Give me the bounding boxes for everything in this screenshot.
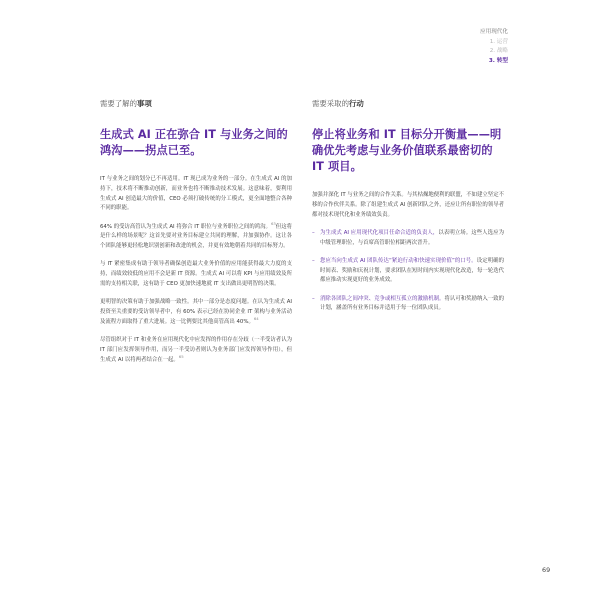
footnote-ref[interactable]: 64 (253, 315, 259, 321)
bullet-text: 以表明立场。这些人选应为中级管理职位，与首席高管职位相距两次晋升。 (320, 229, 504, 246)
bullet-lead: 您应当向生成式 AI 团队传达“紧迫行动和快速实现价值”的口号。 (320, 257, 477, 264)
list-item (312, 295, 504, 315)
footnote-ref[interactable]: 63 (270, 220, 276, 226)
list-item (312, 257, 504, 286)
section-label-prefix: 需要了解的 (100, 99, 137, 108)
bullet-text: 设定明确的时间表、奖励和庆祝计划，要求团队在短时间内实现现代化改造，每一轮迭代都应推动实现更好的业务成效。 (320, 257, 504, 284)
footnote-ref[interactable]: 65 (178, 353, 184, 359)
section-label-what-to-know (100, 98, 292, 109)
paragraph (100, 336, 292, 365)
nav-item-operations[interactable]: 1. 运营 (489, 38, 508, 45)
bullet-dash: – (312, 257, 315, 264)
left-heading: 生成式 AI 正在弥合 IT 与业务之间的鸿沟——拐点已至。 (100, 128, 288, 157)
page-number: 69 (542, 566, 551, 574)
paragraph-text: IT 与业务之间的划分已不再适用。IT 现已成为业务的一部分。在生成式 AI 的加持下，技术将不断推动创新，而业务也将不断推动技术发展。这意味着，要利用生成式 AI 创造最大的价值，CEO 必须打破传统的分工模式，更全面地整合各种不同的职能。 (100, 176, 292, 212)
paragraph-text: 但这将是什么样的场景呢？这首先要对业务目标建立共同的理解，并加强协作。这让各个团队能够更轻松地识别创新和改进的机会，并更有效地朝着共同的目标努力。 (100, 223, 292, 250)
paragraph (100, 220, 292, 252)
section-navigation (480, 28, 508, 66)
nav-item-transformation[interactable]: 3. 转型 (488, 57, 508, 64)
right-column (312, 98, 504, 323)
bullet-dash: – (312, 229, 315, 236)
list-item (312, 229, 504, 249)
nav-item-strategy[interactable]: 2. 战略 (489, 48, 508, 55)
paragraph (100, 175, 292, 214)
section-label-bold: 事项 (136, 99, 152, 108)
paragraph (100, 260, 292, 289)
bullet-lead: 消除各团队之间冲突、竞争或相互孤立的激励机制。 (320, 295, 445, 302)
bullet-text: 将认可和奖励纳入一致的计划，涵盖所有业务目标并适用于每一位团队成员。 (320, 295, 504, 312)
paragraph-text: 64% 的受访高管认为生成式 AI 将弥合 IT 职位与业务职位之间的鸿沟。 (100, 223, 271, 230)
bullet-lead: 为生成式 AI 应用现代化项目任命合适的负责人， (320, 229, 439, 236)
right-heading: 停止将业务和 IT 目标分开衡量——明确优先考虑与业务价值联系最密切的 IT 项目。 (312, 128, 502, 173)
action-list (312, 229, 504, 314)
paragraph-text: 与 IT 紧密集成有助于领导者确保创造最大业务价值的应用能获得最大力度的支持，而绩效较低的应用不会是新 IT 资源。生成式 AI 可以将 KPI 与应用绩效及所需的支持相关联，这有助于 CEO 更加快速地就 IT 支出做出更明智的决策。 (100, 261, 292, 287)
section-label-prefix: 需要采取的 (312, 99, 349, 108)
paragraph-text: 更明智的决策有助于加强战略一致性。其中一部分是态度问题。在认为生成式 AI 投资至关重要的受访领导者中，有 60% 表示已经在协同企业 IT 架构与业务活动及流程方面取得了重大进展。这一比例要比其他高管高出 40%。 (100, 299, 292, 325)
section-label-actions (312, 98, 504, 109)
intro-paragraph: 加强并深化 IT 与业务之间的合作关系。与其枯燥地便利的联盟，不如建立坚定不移的合作伙伴关系。除了组建生成式 AI 创新团队之外，还应让所有职位的领导者都对技术现代化和业务绩效负责。 (312, 192, 504, 218)
left-column (100, 98, 292, 374)
paragraph (100, 298, 292, 327)
nav-title: 应用现代化 (480, 29, 508, 35)
section-label-bold: 行动 (348, 99, 364, 108)
bullet-dash: – (312, 295, 315, 302)
paragraph-text: 尽管组织对于 IT 和业务在应用现代化中应发挥的作用存在分歧（一半受访者认为 IT 部门应发挥领导作用，而另一半受访者则认为业务部门应发挥领导作用），但生成式 AI 以将两者结合在一起。 (100, 336, 292, 363)
